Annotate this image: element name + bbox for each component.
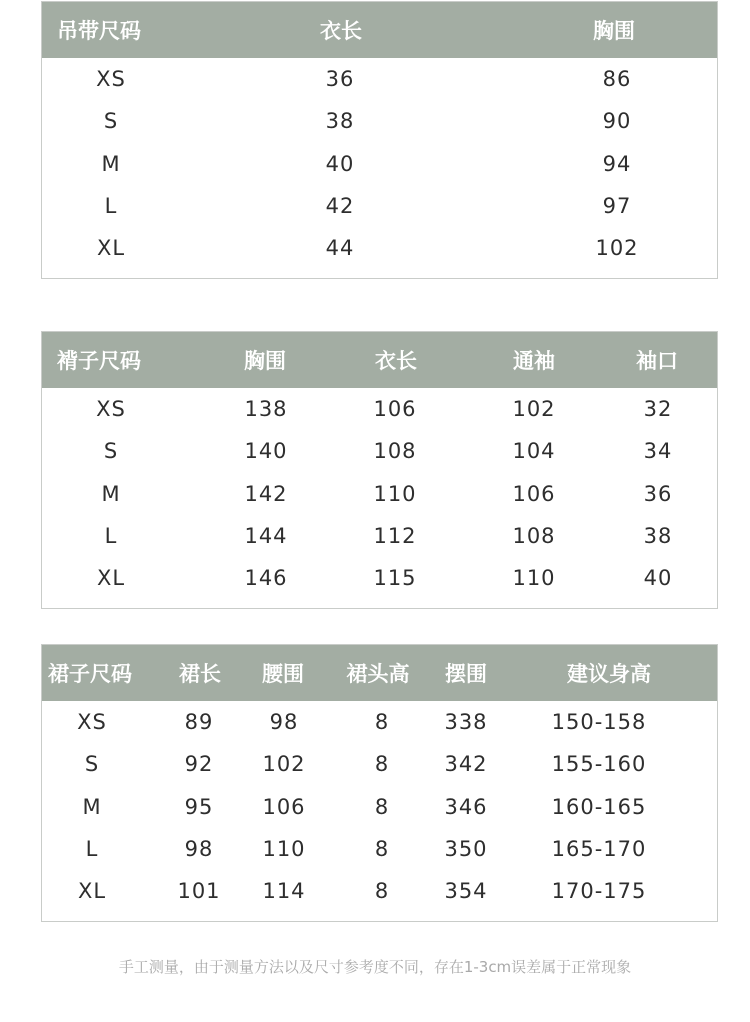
cell-size: S	[103, 109, 119, 134]
cell-size: L	[85, 837, 99, 862]
table-row	[42, 743, 717, 785]
cell: 8	[374, 794, 390, 819]
cell-size: M	[82, 794, 102, 819]
cell: 170-175	[551, 879, 647, 904]
cell: 97	[602, 194, 632, 219]
cell: 94	[602, 151, 632, 176]
table-header	[42, 332, 717, 388]
measurement-footnote: 手工测量，由于测量方法以及尺寸参考度不同，存在1-3cm误差属于正常现象	[118, 958, 632, 976]
cell: 165-170	[551, 837, 647, 862]
cell: 155-160	[551, 752, 647, 777]
camisole-size-table	[41, 1, 718, 279]
cell: 101	[177, 879, 221, 904]
cell-size: XS	[77, 710, 107, 735]
cell: 40	[325, 151, 355, 176]
table-header	[42, 2, 717, 58]
cell-size: XS	[96, 397, 126, 422]
cell-size: L	[104, 194, 118, 219]
cell: 354	[444, 879, 488, 904]
table-row	[42, 227, 717, 269]
cell: 38	[643, 524, 673, 549]
cell: 106	[373, 397, 417, 422]
table-row	[42, 701, 717, 743]
cell: 115	[373, 566, 417, 591]
table-row	[42, 870, 717, 912]
table-row	[42, 515, 717, 557]
table-row	[42, 185, 717, 227]
header-size: 褙子尺码	[57, 349, 141, 373]
cell-size: M	[101, 151, 121, 176]
cell: 34	[643, 439, 673, 464]
cell: 40	[643, 566, 673, 591]
header-length: 衣长	[375, 349, 417, 373]
header-bust: 胸围	[593, 19, 635, 43]
cell: 112	[373, 524, 417, 549]
cell: 102	[262, 752, 306, 777]
table-row	[42, 473, 717, 515]
cell: 98	[184, 837, 214, 862]
cell: 110	[262, 837, 306, 862]
cell: 150-158	[551, 710, 647, 735]
cell: 44	[325, 236, 355, 261]
cell: 160-165	[551, 794, 647, 819]
cell: 89	[184, 710, 214, 735]
cell: 104	[512, 439, 556, 464]
cell: 338	[444, 710, 488, 735]
table-row	[42, 388, 717, 430]
cell-size: XL	[96, 566, 126, 591]
header-waist: 腰围	[262, 662, 304, 686]
cell: 350	[444, 837, 488, 862]
cell: 146	[244, 566, 288, 591]
cell: 8	[374, 879, 390, 904]
header-bust: 胸围	[244, 349, 286, 373]
cell: 8	[374, 837, 390, 862]
table-row	[42, 143, 717, 185]
table-row	[42, 430, 717, 472]
cell: 90	[602, 109, 632, 134]
cell: 36	[325, 67, 355, 92]
cell: 144	[244, 524, 288, 549]
skirt-size-table	[41, 644, 718, 922]
table-row	[42, 557, 717, 599]
cell: 38	[325, 109, 355, 134]
cell-size: XL	[77, 879, 107, 904]
cell: 106	[262, 794, 306, 819]
cell: 102	[512, 397, 556, 422]
cell-size: S	[84, 752, 100, 777]
table-row	[42, 100, 717, 142]
header-cuff: 袖口	[636, 349, 678, 373]
cell: 110	[512, 566, 556, 591]
cell: 346	[444, 794, 488, 819]
cell-size: XS	[96, 67, 126, 92]
cell: 110	[373, 481, 417, 506]
cell: 42	[325, 194, 355, 219]
header-suggested-height: 建议身高	[567, 662, 651, 686]
header-waistband-height: 裙头高	[346, 662, 410, 686]
cell: 108	[512, 524, 556, 549]
cell: 32	[643, 397, 673, 422]
cell: 92	[184, 752, 214, 777]
table-row	[42, 786, 717, 828]
beizi-size-table	[41, 331, 718, 609]
cell-size: S	[103, 439, 119, 464]
table-row	[42, 828, 717, 870]
cell-size: M	[101, 481, 121, 506]
header-size: 裙子尺码	[48, 662, 132, 686]
cell: 108	[373, 439, 417, 464]
cell: 102	[595, 236, 639, 261]
cell: 8	[374, 752, 390, 777]
cell: 142	[244, 481, 288, 506]
table-header	[42, 645, 717, 701]
cell: 106	[512, 481, 556, 506]
cell: 138	[244, 397, 288, 422]
cell: 98	[269, 710, 299, 735]
header-sleeve-span: 通袖	[513, 349, 555, 373]
cell: 114	[262, 879, 306, 904]
cell: 140	[244, 439, 288, 464]
header-length: 衣长	[320, 19, 362, 43]
header-skirt-length: 裙长	[179, 662, 221, 686]
cell: 8	[374, 710, 390, 735]
cell-size: XL	[96, 236, 126, 261]
cell-size: L	[104, 524, 118, 549]
cell: 95	[184, 794, 214, 819]
header-hem: 摆围	[445, 662, 487, 686]
header-size: 吊带尺码	[57, 19, 141, 43]
cell: 342	[444, 752, 488, 777]
cell: 36	[643, 481, 673, 506]
table-row	[42, 58, 717, 100]
cell: 86	[602, 67, 632, 92]
